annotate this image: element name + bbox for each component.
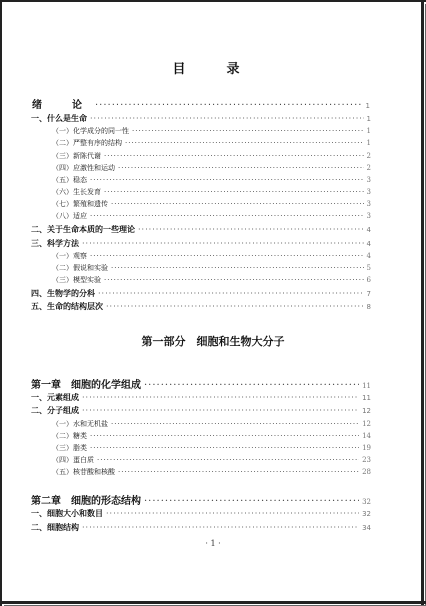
toc-entry-label: 绪 论 (32, 100, 92, 111)
leader-dots (82, 406, 359, 415)
leader-dots (132, 127, 364, 135)
leader-dots (106, 509, 359, 518)
page-border-bottom (0, 601, 426, 604)
toc-entry-label: 四、生物学的分科 (31, 289, 95, 298)
toc-entry-label: （二）糖类 (52, 432, 87, 440)
leader-dots (90, 444, 359, 452)
toc-entry-page: 3 (366, 200, 371, 208)
leader-dots (138, 225, 364, 234)
toc-entry-subsection (52, 263, 371, 273)
leader-dots (111, 420, 359, 428)
leader-dots (82, 393, 359, 402)
leader-dots (82, 239, 364, 248)
toc-entry-label: 一、什么是生命 (31, 114, 87, 123)
toc-entry-label: （七）繁殖和遗传 (52, 200, 108, 208)
leader-dots (104, 152, 364, 160)
toc-entry-page: 4 (366, 240, 371, 248)
part-heading: 第一部分 细胞和生物大分子 (141, 335, 285, 348)
toc-entry-page: 19 (362, 444, 371, 452)
leader-dots (90, 252, 364, 260)
toc-entry-page: 3 (366, 176, 371, 184)
leader-dots (82, 523, 359, 532)
toc-entry-label: 一、元素组成 (31, 393, 79, 402)
toc-entry-label: 三、科学方法 (31, 239, 79, 248)
toc-entry-page: 11 (362, 394, 371, 402)
leader-dots (104, 276, 364, 284)
toc-entry-subsection (52, 163, 371, 173)
toc-entry-section (31, 392, 371, 403)
toc-entry-section (31, 405, 371, 416)
page-border-top (0, 0, 426, 2)
toc-entry-subsection (52, 251, 371, 261)
toc-entry-page: 1 (366, 139, 371, 147)
toc-entry-section (31, 113, 371, 124)
toc-entry-page: 12 (362, 407, 371, 415)
toc-entry-subsection (52, 175, 371, 185)
toc-entry-label: （八）适应 (52, 212, 87, 220)
toc-entry-label: （六）生长发育 (52, 188, 101, 196)
toc-title: 目 录 (172, 62, 254, 77)
toc-entry-page: 2 (366, 152, 371, 160)
toc-entry-subsection (52, 275, 371, 285)
toc-entry-label: （五）稳态 (52, 176, 87, 184)
toc-entry-page: 12 (362, 420, 371, 428)
toc-entry-chapter (31, 492, 371, 507)
toc-entry-page: 4 (366, 252, 371, 260)
toc-entry-page: 34 (362, 524, 371, 532)
toc-entry-subsection (52, 126, 371, 136)
toc-entry-page: 6 (366, 276, 371, 284)
leader-dots (144, 380, 359, 391)
toc-entry-page: 23 (362, 456, 371, 464)
leader-dots (118, 164, 364, 172)
toc-entry-page: 1 (366, 127, 371, 135)
toc-entry-section (31, 522, 371, 533)
leader-dots (125, 139, 364, 147)
toc-entry-subsection (52, 467, 371, 477)
toc-entry-subsection (52, 419, 371, 429)
toc-entry-subsection (52, 431, 371, 441)
toc-entry-page: 1 (365, 102, 371, 110)
toc-entry-label: （一）化学成分的同一性 (52, 127, 129, 135)
toc-entry-label: （二）严整有序的结构 (52, 139, 122, 147)
page-border-left (0, 0, 2, 606)
page-border-right (421, 0, 424, 606)
toc-entry-page: 5 (366, 264, 371, 272)
toc-entry-section (31, 301, 371, 312)
leader-dots (104, 188, 364, 196)
leader-dots (90, 432, 359, 440)
toc-entry-subsection (52, 187, 371, 197)
toc-entry-page: 32 (362, 510, 371, 518)
toc-entry-section (31, 508, 371, 519)
leader-dots (111, 200, 364, 208)
toc-entry-section (31, 288, 371, 299)
toc-entry-label: （五）核苷酸和核酸 (52, 468, 115, 476)
toc-entry-label: （四）蛋白质 (52, 456, 94, 464)
toc-entry-subsection (52, 199, 371, 209)
toc-entry-chapter (31, 376, 371, 391)
toc-entry-page: 7 (366, 290, 371, 298)
toc-entry-label: （三）新陈代谢 (52, 152, 101, 160)
toc-entry-subsection (52, 211, 371, 221)
toc-entry-subsection (52, 455, 371, 465)
toc-entry-subsection (52, 138, 371, 148)
leader-dots (106, 302, 364, 311)
toc-entry-label: （一）水和无机盐 (52, 420, 108, 428)
leader-dots (111, 264, 364, 272)
toc-entry-label: 二、分子组成 (31, 406, 79, 415)
toc-entry-section (31, 238, 371, 249)
toc-entry-page: 28 (362, 468, 371, 476)
leader-dots (90, 212, 364, 220)
toc-entry-label: （一）观察 (52, 252, 87, 260)
toc-entry-page: 2 (366, 164, 371, 172)
toc-entry-label: （三）脂类 (52, 444, 87, 452)
toc-entry-intro (32, 96, 371, 111)
toc-entry-label: （四）应激性和运动 (52, 164, 115, 172)
toc-entry-page: 3 (366, 212, 371, 220)
toc-entry-page: 3 (366, 188, 371, 196)
leader-dots (144, 496, 359, 507)
toc-entry-label: 五、生命的结构层次 (31, 302, 103, 311)
toc-entry-label: 二、细胞结构 (31, 523, 79, 532)
toc-entry-label: （三）模型实验 (52, 276, 101, 284)
toc-entry-label: 第二章 细胞的形态结构 (31, 496, 141, 507)
toc-entry-page: 8 (366, 303, 371, 311)
toc-entry-subsection (52, 443, 371, 453)
page-number: · 1 · (205, 539, 221, 548)
leader-dots (90, 114, 364, 123)
toc-entry-page: 32 (362, 498, 371, 506)
toc-entry-label: （二）假说和实验 (52, 264, 108, 272)
toc-entry-page: 1 (366, 115, 371, 123)
leader-dots (95, 100, 363, 111)
toc-entry-page: 11 (362, 382, 371, 390)
toc-entry-page: 14 (362, 432, 371, 440)
leader-dots (90, 176, 364, 184)
toc-entry-subsection (52, 151, 371, 161)
leader-dots (97, 456, 359, 464)
leader-dots (98, 289, 364, 298)
toc-entry-section (31, 224, 371, 235)
toc-entry-page: 4 (366, 226, 371, 234)
leader-dots (118, 468, 359, 476)
toc-entry-label: 一、细胞大小和数目 (31, 509, 103, 518)
toc-entry-label: 第一章 细胞的化学组成 (31, 380, 141, 391)
toc-entry-label: 二、关于生命本质的一些理论 (31, 225, 135, 234)
